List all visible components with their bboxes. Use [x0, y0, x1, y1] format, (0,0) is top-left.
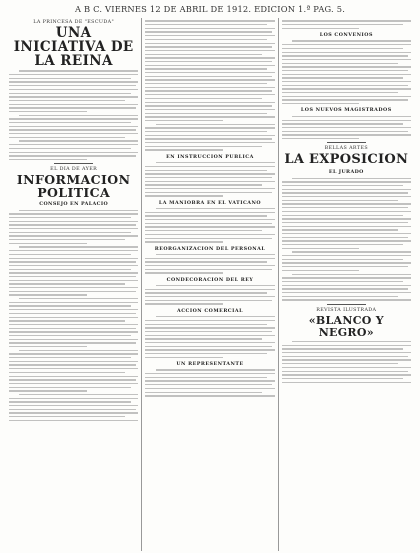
text-line	[9, 357, 131, 358]
text-line	[145, 219, 274, 220]
text-line	[145, 335, 274, 336]
text-line	[145, 238, 272, 239]
text-line	[9, 89, 138, 90]
text-line	[9, 133, 138, 134]
text-line	[292, 40, 411, 41]
text-line	[145, 61, 272, 62]
page-header: A B C. VIERNES 12 DE ABRIL DE 1912. EDICION 1.ª PAG. 5.	[74, 4, 346, 14]
text-line	[282, 229, 398, 230]
text-line	[9, 376, 138, 377]
text-line	[282, 226, 411, 227]
text-line	[145, 39, 267, 40]
text-line	[282, 99, 409, 100]
paragraph	[282, 178, 411, 301]
text-line	[282, 207, 409, 208]
article-headline: UNA INICIATIVA DE LA REINA	[13, 25, 134, 69]
text-line	[145, 109, 274, 110]
section-subhead: CONSEJO EN PALACIO	[39, 201, 109, 208]
text-line	[145, 377, 267, 378]
text-line	[9, 239, 125, 240]
text-line	[19, 350, 138, 351]
paragraph	[282, 341, 411, 383]
text-line	[282, 131, 409, 132]
text-line	[145, 46, 272, 47]
text-line	[282, 371, 409, 372]
text-line	[282, 52, 411, 53]
text-line	[145, 292, 267, 293]
text-line	[145, 300, 272, 301]
text-line	[282, 382, 411, 383]
text-line	[145, 327, 274, 328]
text-line	[282, 44, 411, 45]
text-line	[9, 122, 131, 123]
text-line	[145, 331, 272, 332]
text-line	[282, 266, 409, 267]
text-line	[282, 92, 398, 93]
paragraph	[145, 369, 274, 396]
text-line	[9, 159, 87, 160]
text-line	[9, 74, 138, 75]
text-line	[282, 262, 411, 263]
text-line	[9, 368, 138, 369]
text-line	[282, 356, 409, 357]
text-line	[282, 359, 411, 360]
text-line	[145, 31, 272, 32]
text-line	[145, 177, 272, 178]
text-line	[145, 373, 274, 374]
text-line	[145, 105, 272, 106]
text-line	[145, 226, 274, 227]
text-line	[9, 221, 138, 222]
text-line	[145, 79, 274, 80]
text-line	[9, 276, 136, 277]
text-line	[9, 258, 138, 259]
text-line	[9, 405, 138, 406]
text-line	[282, 20, 411, 21]
text-line	[282, 88, 411, 89]
text-line	[9, 390, 87, 391]
text-line	[282, 28, 360, 29]
text-line	[282, 203, 411, 204]
text-line	[145, 324, 267, 325]
text-line	[145, 357, 223, 358]
column-2	[141, 18, 277, 551]
text-line	[9, 383, 138, 384]
text-line	[282, 134, 411, 135]
text-line	[9, 261, 136, 262]
text-line	[282, 222, 409, 223]
text-line	[9, 364, 136, 365]
text-line	[145, 43, 274, 44]
text-line	[282, 74, 411, 75]
text-line	[282, 244, 404, 245]
text-line	[145, 261, 267, 262]
text-line	[282, 77, 404, 78]
text-line	[9, 412, 138, 413]
text-line	[145, 68, 267, 69]
text-line	[9, 398, 138, 399]
text-line	[9, 294, 87, 295]
text-line	[145, 195, 223, 196]
text-line	[9, 353, 138, 354]
text-line	[156, 208, 275, 209]
text-line	[145, 57, 274, 58]
text-line	[282, 70, 409, 71]
text-line	[9, 243, 87, 244]
text-line	[145, 289, 274, 290]
text-line	[145, 223, 272, 224]
text-line	[145, 353, 267, 354]
section-headline: LA EXPOSICION	[284, 152, 409, 168]
text-line	[9, 331, 138, 332]
subhead-instruccion: EN INSTRUCCION PUBLICA	[166, 153, 254, 160]
text-line	[156, 316, 275, 317]
text-line	[9, 420, 138, 421]
text-line	[9, 144, 138, 145]
text-line	[9, 409, 136, 410]
text-line	[282, 215, 404, 216]
section-kicker: BELLAS ARTES	[324, 146, 369, 152]
text-line	[145, 94, 274, 95]
text-line	[282, 48, 404, 49]
text-line	[145, 50, 274, 51]
subhead-magistrados: LOS NUEVOS MAGISTRADOS	[300, 107, 392, 114]
text-line	[9, 126, 138, 127]
text-line	[292, 251, 411, 252]
text-line	[9, 305, 131, 306]
text-line	[145, 296, 274, 297]
text-line	[145, 173, 274, 174]
section-headline: INFORMACION POLITICA	[16, 172, 131, 201]
divider	[327, 142, 366, 143]
text-line	[292, 116, 411, 117]
section-headline: «BLANCO Y NEGRO»	[308, 313, 384, 339]
section-kicker: REVISTA ILUSTRADA	[316, 307, 377, 313]
text-line	[145, 166, 274, 167]
text-line	[145, 24, 267, 25]
text-line	[145, 90, 272, 91]
text-line	[9, 280, 138, 281]
text-line	[282, 281, 404, 282]
text-line	[9, 118, 138, 119]
text-line	[282, 345, 411, 346]
text-line	[19, 394, 138, 395]
text-line	[9, 328, 136, 329]
text-line	[282, 259, 404, 260]
text-line	[292, 274, 411, 275]
text-line	[145, 28, 274, 29]
text-line	[145, 102, 274, 103]
paragraph	[145, 162, 274, 196]
text-line	[282, 55, 409, 56]
text-line	[282, 81, 411, 82]
text-line	[145, 188, 274, 189]
text-line	[282, 363, 398, 364]
text-line	[145, 116, 274, 117]
text-line	[282, 200, 398, 201]
text-line	[145, 192, 272, 193]
text-line	[145, 346, 272, 347]
text-line	[282, 123, 404, 124]
text-line	[145, 65, 274, 66]
text-line	[145, 384, 272, 385]
divider	[327, 304, 366, 305]
text-line	[145, 20, 274, 21]
text-line	[19, 246, 138, 247]
section-kicker: EL DIA DE AYER	[50, 167, 98, 173]
subhead-reorganizacion: REORGANIZACION DEL PERSONAL	[154, 245, 266, 252]
text-line	[9, 302, 138, 303]
text-line	[9, 416, 125, 417]
text-line	[9, 387, 131, 388]
text-line	[145, 72, 274, 73]
text-line	[282, 211, 411, 212]
text-line	[145, 135, 274, 136]
text-line	[282, 233, 411, 234]
text-line	[145, 392, 261, 393]
text-line	[145, 35, 274, 36]
text-line	[9, 250, 138, 251]
text-line	[145, 170, 267, 171]
text-line	[145, 54, 261, 55]
paragraph	[145, 208, 274, 242]
text-line	[282, 59, 411, 60]
text-line	[145, 83, 267, 84]
column-3-top	[282, 20, 411, 29]
text-line	[282, 103, 360, 104]
text-line	[282, 181, 411, 182]
text-line	[9, 85, 136, 86]
text-line	[156, 124, 275, 125]
text-line	[9, 283, 125, 284]
text-line	[145, 241, 223, 242]
text-line	[282, 367, 411, 368]
text-line	[145, 272, 223, 273]
text-line	[9, 317, 138, 318]
text-line	[9, 254, 131, 255]
text-line	[145, 234, 274, 235]
text-line	[156, 254, 275, 255]
text-line	[9, 152, 138, 153]
text-line	[9, 81, 138, 82]
text-line	[9, 287, 138, 288]
text-line	[282, 255, 411, 256]
text-line	[9, 155, 136, 156]
text-line	[9, 379, 136, 380]
text-line	[145, 138, 272, 139]
text-line	[9, 346, 87, 347]
text-line	[145, 269, 272, 270]
text-line	[145, 181, 274, 182]
text-line	[282, 120, 411, 121]
text-line	[282, 218, 411, 219]
text-line	[9, 324, 138, 325]
paragraph	[282, 116, 411, 139]
text-line	[9, 265, 138, 266]
text-line	[9, 269, 131, 270]
text-line	[282, 292, 411, 293]
text-line	[292, 178, 411, 179]
text-line	[9, 111, 87, 112]
text-line	[292, 341, 411, 342]
text-line	[282, 374, 411, 375]
text-line	[9, 232, 131, 233]
text-line	[9, 104, 138, 105]
text-line	[9, 78, 131, 79]
text-line	[19, 298, 138, 299]
subhead-accion-comercial: ACCION COMERCIAL	[177, 307, 243, 314]
subhead-representante: UN REPRESENTANTE	[176, 361, 244, 367]
paragraph	[282, 40, 411, 104]
column-3	[278, 18, 414, 551]
text-line	[9, 235, 138, 236]
text-line	[282, 24, 404, 25]
text-line	[282, 248, 360, 249]
text-line	[9, 342, 136, 343]
article-body	[9, 70, 138, 160]
paragraph	[145, 316, 274, 358]
text-line	[145, 320, 274, 321]
text-line	[9, 148, 131, 149]
text-line	[9, 224, 136, 225]
text-line	[19, 70, 138, 71]
text-line	[9, 217, 131, 218]
text-line	[145, 120, 223, 121]
text-line	[9, 100, 125, 101]
text-line	[9, 361, 138, 362]
text-line	[282, 296, 398, 297]
text-line	[282, 237, 409, 238]
text-line	[145, 98, 261, 99]
newspaper-columns	[6, 18, 414, 551]
article-kicker: LA PRINCESA DE "ESCUDA"	[33, 20, 115, 25]
section-subhead: EL JURADO	[328, 169, 364, 176]
text-line	[145, 380, 274, 381]
section-body	[9, 210, 138, 421]
text-line	[145, 388, 274, 389]
text-line	[282, 285, 411, 286]
paragraph	[145, 285, 274, 305]
text-line	[9, 107, 136, 108]
text-line	[282, 189, 411, 190]
text-line	[9, 213, 138, 214]
text-line	[9, 93, 131, 94]
column-1	[6, 18, 141, 551]
text-line	[9, 372, 125, 373]
subhead-vaticano: LA MANIOBRA EN EL VATICANO	[158, 199, 262, 206]
text-line	[282, 299, 411, 300]
text-line	[9, 96, 138, 97]
text-line	[156, 285, 275, 286]
subhead-convenios: LOS CONVENIOS	[319, 32, 373, 39]
text-line	[282, 185, 404, 186]
text-line	[9, 137, 125, 138]
text-line	[145, 265, 274, 266]
text-line	[145, 146, 261, 147]
subhead-condecoracion: CONDECORACION DEL REY	[166, 276, 254, 283]
text-line	[282, 85, 409, 86]
text-line	[282, 277, 411, 278]
text-line	[282, 348, 404, 349]
text-line	[145, 149, 223, 150]
paragraph	[145, 254, 274, 274]
text-line	[282, 196, 411, 197]
text-line	[282, 378, 404, 379]
text-line	[145, 87, 274, 88]
text-line	[282, 96, 411, 97]
text-line	[145, 349, 274, 350]
text-line	[145, 342, 274, 343]
text-line	[9, 129, 136, 130]
text-line	[145, 127, 274, 128]
text-line	[282, 240, 411, 241]
text-line	[19, 140, 138, 141]
text-line	[282, 288, 409, 289]
text-line	[9, 228, 138, 229]
text-line	[282, 352, 411, 353]
text-line	[282, 63, 398, 64]
text-line	[145, 395, 274, 396]
text-line	[145, 113, 267, 114]
text-line	[145, 76, 272, 77]
text-line	[145, 303, 223, 304]
text-line	[282, 66, 411, 67]
text-line	[145, 131, 267, 132]
text-line	[9, 291, 136, 292]
text-line	[9, 401, 131, 402]
text-line	[9, 320, 125, 321]
text-line	[9, 339, 138, 340]
text-line	[145, 184, 261, 185]
text-line	[145, 212, 274, 213]
text-line	[19, 115, 138, 116]
text-line	[145, 338, 261, 339]
text-line	[9, 272, 138, 273]
text-line	[145, 142, 274, 143]
text-line	[282, 270, 360, 271]
text-line	[145, 230, 261, 231]
divider	[54, 163, 93, 164]
text-line	[282, 138, 360, 139]
text-line	[145, 215, 267, 216]
text-line	[9, 335, 131, 336]
text-line	[282, 192, 409, 193]
column-2-body	[145, 20, 274, 150]
text-line	[9, 309, 138, 310]
text-line	[156, 369, 275, 370]
text-line	[145, 258, 274, 259]
text-line	[9, 313, 136, 314]
text-line	[282, 127, 411, 128]
text-line	[156, 162, 275, 163]
text-line	[19, 210, 138, 211]
